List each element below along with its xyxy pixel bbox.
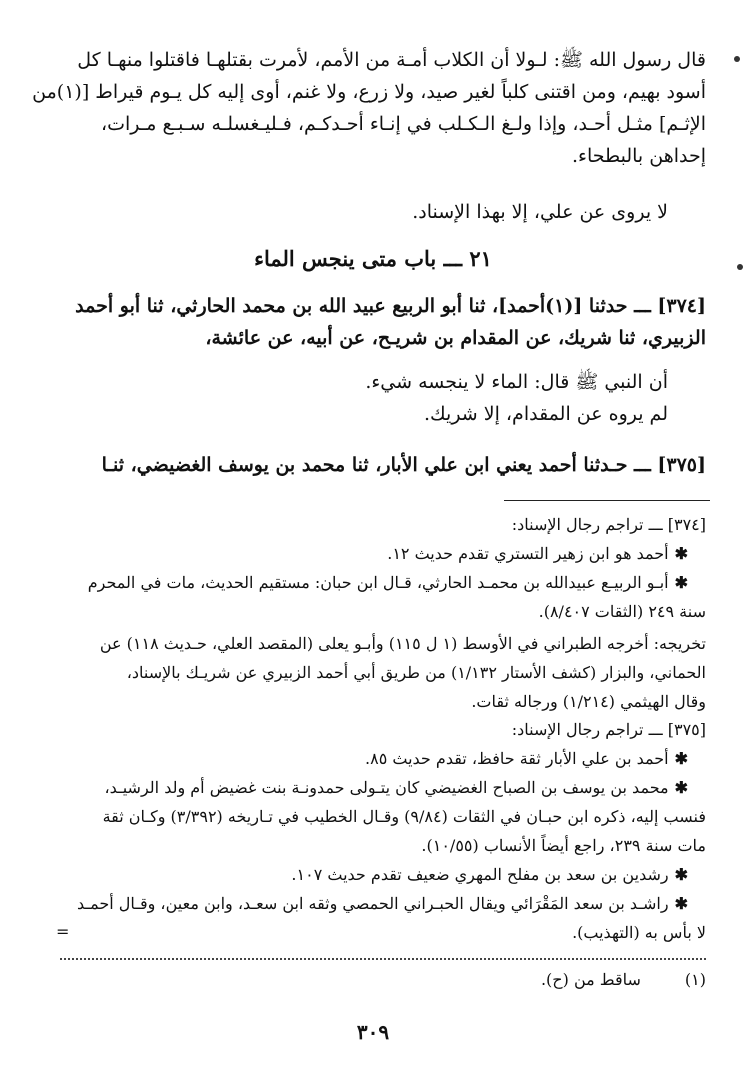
notes-374-block (60, 510, 706, 626)
hadith-isnad-line: [٣٧٥] ـــ حـدثنا أحمد يعني ابن علي الأبار، ثنا محمد بن يوسف الغضيضي، ثنـا (101, 454, 706, 476)
note-line: لا بأس به (التهذيب). (572, 923, 706, 942)
bullet-asterisk-icon: ✱ (674, 544, 688, 563)
notes-heading: [٣٧٤] ـــ تراجم رجال الإسناد: (511, 515, 706, 534)
scan-dot-mark (734, 56, 740, 62)
takhrij-line: تخريجه: أخرجه الطبراني في الأوسط (١ ل ١١٥) وأبـو يعلى (المقصد العلي، حـديث ١١٨) عن (99, 634, 706, 653)
hadith-374-block (60, 290, 706, 354)
narration-note: لا يروى عن علي، إلا بهذا الإسناد. (412, 201, 668, 223)
narration-note-block (60, 196, 668, 228)
text-line: قال رسول الله ﷺ: لـولا أن الكلاب أمـة من الأمم، لأمرت بقتلهـا فاقتلوا منهـا كل (77, 49, 706, 71)
hadith-374-matn-block (60, 366, 668, 430)
note-line: ✱أحمد بن علي الأبار ثقة حافظ، تقدم حديث ٨٥. (365, 749, 688, 768)
notes-separator (504, 500, 710, 501)
bullet-asterisk-icon: ✱ (674, 778, 688, 797)
footnote-number: (١) (684, 970, 706, 989)
note-line: مات سنة ٢٣٩، راجع أيضاً الأنساب (١٠/٥٥). (421, 836, 706, 855)
notes-heading: [٣٧٥] ـــ تراجم رجال الإسناد: (511, 720, 706, 739)
text-line: الإثـم] مثـل أحـد، وإذا ولـغ الـكـلب في إنـاء أحـدكـم، فـليـغسلـه سـبـع مـرات، (100, 113, 706, 135)
text-line: إحداهن بالبطحاء. (571, 145, 706, 167)
bullet-asterisk-icon: ✱ (674, 749, 688, 768)
footnote-text: ساقط من (ح). (540, 970, 641, 989)
footnote (60, 966, 706, 994)
footnote-separator (60, 958, 706, 960)
text-line: أسود بهيم، ومن اقتنى كلباً لغير صيد، ولا زرع، ولا غنم، أوى إليه كل يـوم قيراط [(١)من (32, 81, 706, 103)
note-line: سنة ٢٤٩ (الثقات ٨/٤٠٧). (538, 602, 706, 621)
note-line: فنسب إليه، ذكره ابن حبـان في الثقات (٩/٨٤) وقـال الخطيب في تـاريخه (٣/٣٩٢) وكـان ثقة (102, 807, 706, 826)
top-text-block (32, 44, 706, 172)
bullet-asterisk-icon: ✱ (674, 865, 688, 884)
notes-375-block (60, 715, 706, 947)
chapter-title: ٢١ ـــ باب متى ينجس الماء (254, 246, 492, 271)
hadith-matn: أن النبي ﷺ قال: الماء لا ينجسه شيء. (365, 371, 668, 393)
hadith-note: لم يروه عن المقدام، إلا شريك. (423, 403, 668, 425)
takhrij-374-block (60, 629, 706, 716)
note-line: ✱أبـو الربيـع عبيدالله بن محمـد الحارثي، قـال ابن حبان: مستقيم الحديث، مات في المحرم (87, 573, 688, 592)
continuation-mark: = (56, 922, 70, 941)
bullet-asterisk-icon: ✱ (674, 573, 688, 592)
bullet-asterisk-icon: ✱ (674, 894, 688, 913)
hadith-isnad-line: [٣٧٤] ـــ حدثنا [(١)أحمد]، ثنا أبو الربيع عبيد الله بن محمد الحارثي، ثنا أبو أحمد (75, 295, 706, 317)
page-number: ٣٠٩ (356, 1020, 390, 1044)
note-line: ✱راشـد بن سعد المَقْرَائي ويقال الحبـراني الحمصي وثقه ابن سعـد، وابن معين، وقـال أحمـد (77, 894, 688, 913)
takhrij-line: وقال الهيثمي (١/٢١٤) ورجاله ثقات. (471, 692, 706, 711)
note-line: ✱أحمد هو ابن زهير التستري تقدم حديث ١٢. (387, 544, 688, 563)
hadith-isnad-line: الزبيري، ثنا شريك، عن المقدام بن شريـح، عن أبيه، عن عائشة، (205, 327, 706, 349)
note-line: ✱محمد بن يوسف بن الصباح الغضيضي كان يتـولى حمدونـة بنت غضيض أم ولد الرشيـد، (104, 778, 688, 797)
hadith-375-block (60, 449, 706, 481)
takhrij-line: الحماني، والبزار (كشف الأستار ١/١٣٢) من طريق أبي أحمد الزبيري عن شريـك بالإسناد، (126, 663, 706, 682)
note-line: ✱رشدين بن سعد بن مفلح المهري ضعيف تقدم حديث ١٠٧. (291, 865, 688, 884)
